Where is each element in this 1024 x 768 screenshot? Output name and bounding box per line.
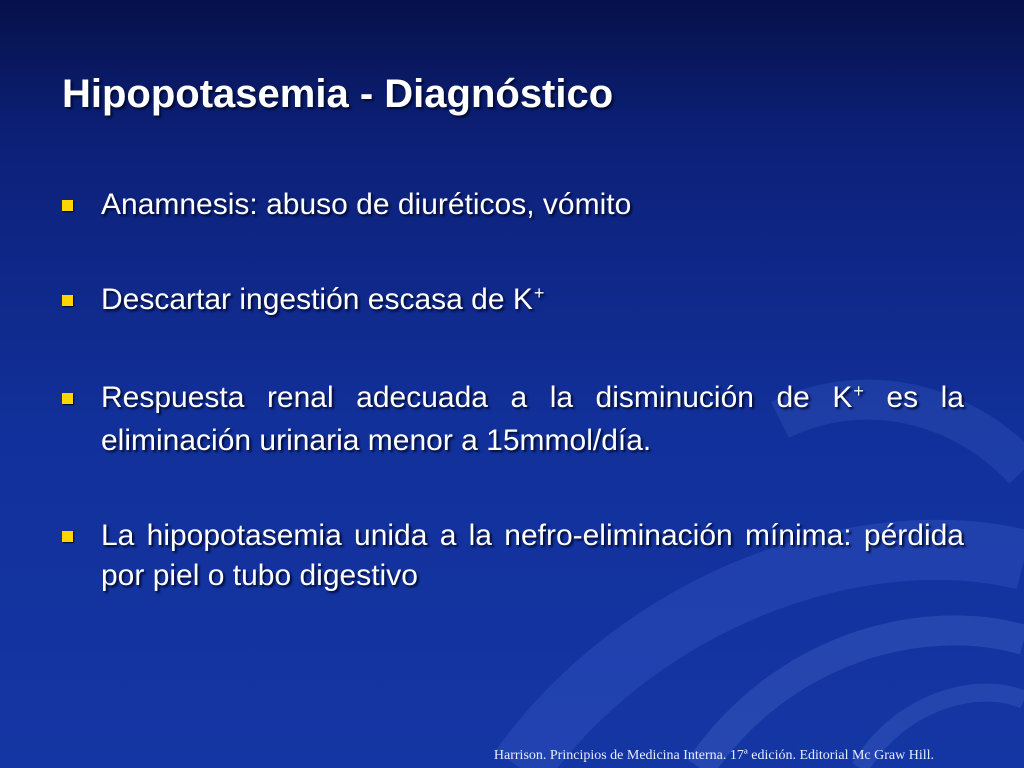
bullet-text-continuation: es la eliminación urinaria menor a 15mmol/día. [101, 381, 964, 457]
bullet-text: Respuesta renal adecuada a la disminución de K [101, 381, 853, 414]
bullet-item [62, 185, 964, 225]
bullet-item [62, 280, 964, 323]
square-bullet-icon [62, 200, 73, 211]
bullet-text: Anamnesis: abuso de diuréticos, vómito [101, 188, 632, 221]
source-citation: Harrison. Principios de Medicina Interna. 17ª edición. Editorial Mc Graw Hill. [493, 748, 934, 763]
slide-title: Hipopotasemia - Diagnóstico [62, 72, 614, 116]
bullet-item [62, 378, 964, 461]
bullet-item [62, 516, 964, 596]
superscript-plus: + [853, 381, 864, 402]
square-bullet-icon [62, 393, 73, 404]
bullet-list [62, 185, 964, 596]
bullet-text: Descartar ingestión escasa de K [101, 283, 533, 316]
bullet-text: La hipopotasemia unida a la nefro-eliminación mínima: pérdida por piel o tubo digestivo [101, 519, 964, 592]
square-bullet-icon [62, 531, 73, 542]
square-bullet-icon [62, 295, 73, 306]
superscript-plus: + [533, 283, 545, 304]
